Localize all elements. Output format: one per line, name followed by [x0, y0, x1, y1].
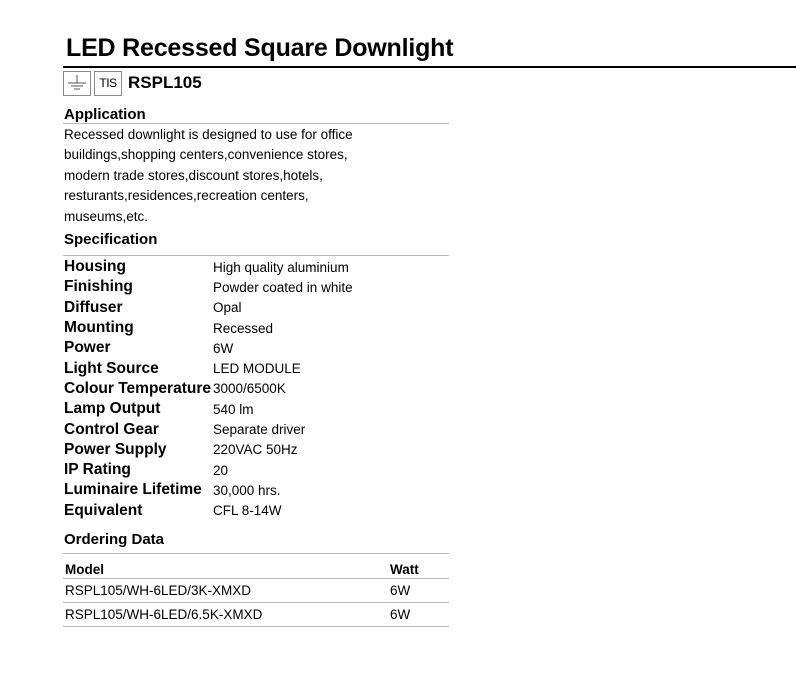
watt-cell: 6W — [390, 583, 411, 598]
ordering-heading: Ordering Data — [64, 531, 165, 548]
spec-label: Luminaire Lifetime — [64, 481, 202, 499]
spec-value: Powder coated in white — [213, 279, 353, 295]
spec-row — [64, 338, 353, 358]
spec-label: Control Gear — [64, 420, 159, 438]
spec-label: Colour Temperature — [64, 379, 211, 397]
spec-label: Lamp Output — [64, 400, 161, 418]
spec-label: Finishing — [64, 278, 133, 296]
spec-value: Separate driver — [213, 422, 306, 438]
spec-row — [64, 419, 353, 439]
ground-symbol-icon — [63, 71, 91, 96]
application-line: resturants,residences,recreation centers, — [64, 188, 309, 204]
spec-label: Housing — [64, 258, 126, 276]
application-line: museums,etc. — [64, 208, 149, 224]
spec-label: Mounting — [64, 319, 134, 337]
spec-label: Equivalent — [64, 501, 143, 519]
spec-row — [64, 358, 353, 378]
spec-row — [64, 277, 353, 297]
spec-row — [64, 440, 353, 460]
spec-label: Power — [64, 339, 111, 357]
table-row — [63, 603, 449, 627]
page-title: LED Recessed Square Downlight — [66, 34, 454, 62]
watt-cell: 6W — [390, 607, 411, 622]
tis-mark-icon — [94, 71, 122, 96]
model-cell: RSPL105/WH-6LED/6.5K-XMXD — [65, 607, 263, 622]
spec-row — [64, 379, 353, 399]
spec-label: IP Rating — [64, 461, 131, 479]
application-line: buildings,shopping centers,convenience stores, — [64, 147, 348, 163]
specification-heading: Specification — [64, 231, 158, 248]
certification-badges — [63, 70, 202, 96]
application-line: Recessed downlight is designed to use for office — [64, 127, 353, 142]
spec-row — [64, 480, 353, 500]
spec-label: Diffuser — [64, 298, 123, 316]
column-header-watt: Watt — [390, 562, 419, 577]
spec-value: Recessed — [213, 320, 274, 336]
spec-value: LED MODULE — [213, 361, 301, 377]
tis-label: TIS — [99, 76, 117, 90]
spec-row — [64, 460, 353, 480]
spec-row — [64, 298, 353, 318]
model-cell: RSPL105/WH-6LED/3K-XMXD — [65, 583, 252, 598]
application-line: modern trade stores,discount stores,hotels, — [64, 167, 323, 183]
spec-label: Power Supply — [64, 440, 167, 458]
application-heading: Application — [64, 106, 146, 123]
spec-row — [64, 257, 353, 277]
spec-value: Opal — [213, 300, 242, 316]
spec-row — [64, 501, 353, 521]
spec-value: 20 — [213, 462, 229, 478]
title-divider — [63, 66, 796, 68]
spec-value: High quality aluminium — [213, 259, 349, 275]
spec-value: 3000/6500K — [213, 381, 286, 397]
spec-value: 540 lm — [213, 401, 254, 417]
spec-value: CFL 8-14W — [213, 503, 282, 519]
specification-divider — [63, 255, 449, 256]
spec-row — [64, 318, 353, 338]
spec-label: Light Source — [64, 359, 159, 377]
ordering-table — [63, 560, 449, 627]
spec-value: 220VAC 50Hz — [213, 442, 298, 458]
application-divider — [63, 123, 449, 124]
spec-value: 30,000 hrs. — [213, 482, 281, 498]
application-text — [64, 125, 364, 227]
table-row — [63, 579, 449, 603]
spec-row — [64, 399, 353, 419]
ordering-header-row — [63, 560, 449, 579]
spec-value: 6W — [213, 340, 234, 356]
column-header-model: Model — [65, 562, 104, 577]
specification-table — [64, 257, 353, 521]
ordering-divider — [63, 553, 449, 554]
product-code: RSPL105 — [128, 73, 202, 92]
